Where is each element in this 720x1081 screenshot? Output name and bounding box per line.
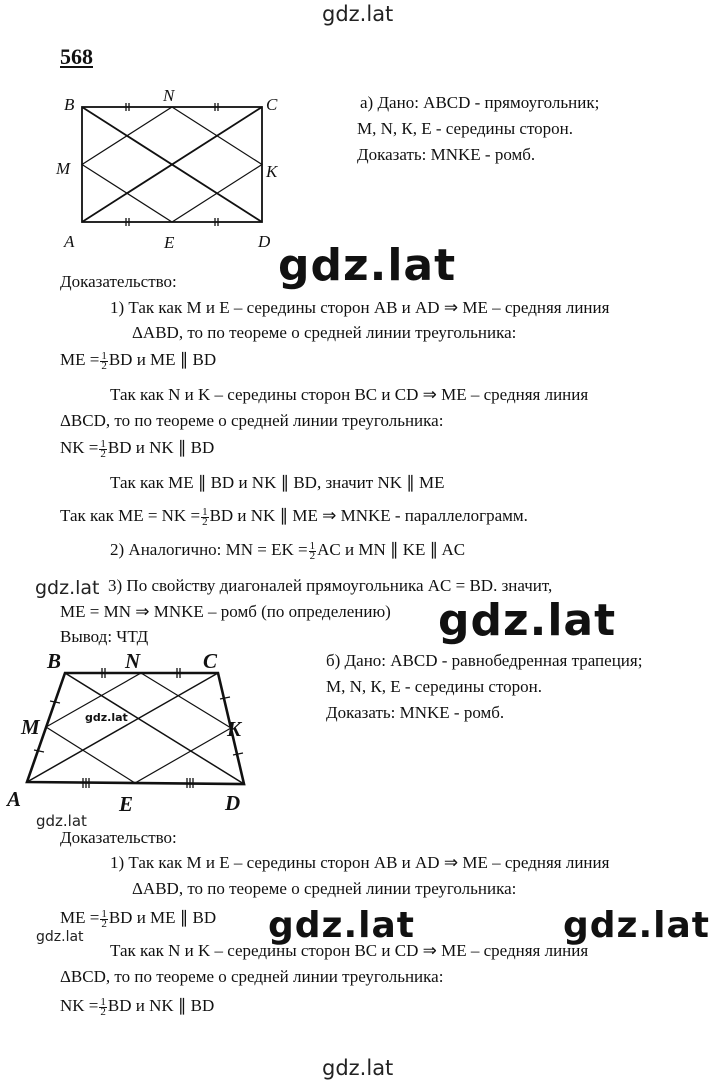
proof-a-step1b: ΔABD, то по теореме о средней линии треугольника: <box>132 323 517 342</box>
watermark-large-3: gdz.lat <box>268 905 416 946</box>
proof-a-step2b: ΔBCD, то по теореме о средней линии треугольника: <box>60 411 444 430</box>
proof-b-step1a: 1) Так как M и E – середины сторон AB и AD ⇒ ME – средняя линия <box>110 853 610 872</box>
label-c: C <box>266 95 278 114</box>
proof-a-step1a: 1) Так как M и E – середины сторон AB и AD ⇒ ME – средняя линия <box>110 298 610 317</box>
given-b-line2: M, N, К, Е - середины сторон. <box>326 677 543 696</box>
proof-a-step5b: ME = MN ⇒ MNKE – ромб (по определению) <box>60 602 391 621</box>
figure-watermark: gdz.lat <box>85 711 128 724</box>
fraction-half: $\frac{1}{2}$ <box>202 505 208 528</box>
watermark-large-1: gdz.lat <box>278 240 457 291</box>
label-b: B <box>47 649 62 673</box>
label-k: K <box>227 717 242 741</box>
proof-a-formula2: NK = $\frac{1}{2}$ BD и NK ∥ BD <box>60 437 215 460</box>
fraction-half: $\frac{1}{2}$ <box>309 539 316 562</box>
label-b: B <box>64 95 75 114</box>
proof-a-heading: Доказательство: <box>60 272 177 291</box>
proof-a-formula3: Так как ME = NK = $\frac{1}{2}$ BD и NK ∥ ME ⇒ MNKE - параллелограмм. <box>60 505 528 528</box>
proof-b-heading: Доказательство: <box>60 828 177 847</box>
figure-rectangle <box>50 84 290 254</box>
proof-a-step5a: 3) По свойству диагоналей прямоугольника AC = BD. значит, <box>108 576 553 595</box>
label-e: E <box>164 233 175 252</box>
label-k: K <box>266 162 278 181</box>
label-a: A <box>7 787 22 811</box>
watermark-bottom: gdz.lat <box>322 1056 394 1080</box>
proof-a-step3: Так как ME ∥ BD и NK ∥ BD, значит NK ∥ ME <box>110 473 445 492</box>
given-a-line2: M, N, К, Е - середины сторон. <box>357 119 574 138</box>
proof-b-step2a: Так как N и K – середины сторон BC и CD ⇒ ME – средняя линия <box>110 941 589 960</box>
figure-trapezoid <box>5 646 270 826</box>
watermark-small-2: gdz.lat <box>36 929 84 945</box>
watermark-large-4: gdz.lat <box>563 905 711 946</box>
label-e: E <box>119 792 134 816</box>
fraction-half: $\frac{1}{2}$ <box>100 995 106 1018</box>
label-m: M <box>56 159 71 178</box>
given-a-line1: а) Дано: ABCD - прямоугольник; <box>360 93 600 112</box>
proof-b-step1b: ΔABD, то по теореме о средней линии треугольника: <box>132 879 517 898</box>
proof-b-formula1: ME = $\frac{1}{2}$ BD и ME ∥ BD <box>60 907 217 930</box>
fraction-half: $\frac{1}{2}$ <box>101 907 107 930</box>
proof-a-step2a: Так как N и K – середины сторон BC и CD ⇒ ME – средняя линия <box>110 385 589 404</box>
proof-b-step2b: ΔBCD, то по теореме о средней линии треугольника: <box>60 967 444 986</box>
label-n: N <box>163 86 175 105</box>
watermark-top: gdz.lat <box>322 2 394 26</box>
watermark-large-2: gdz.lat <box>438 595 617 646</box>
conclusion-a: Вывод: ЧТД <box>60 627 149 646</box>
proof-b-formula2: NK = $\frac{1}{2}$ BD и NK ∥ BD <box>60 995 215 1018</box>
label-m: M <box>21 715 40 739</box>
label-c: C <box>203 649 218 673</box>
watermark-small-left: gdz.lat <box>35 577 100 599</box>
label-d: D <box>225 791 241 815</box>
label-d: D <box>258 232 271 251</box>
proof-a-step4: 2) Аналогично: MN = EK = $\frac{1}{2}$ AC и MN ∥ KE ∥ AC <box>110 539 466 562</box>
problem-number: 568 <box>60 44 93 69</box>
watermark-small-1: gdz.lat <box>36 812 87 830</box>
label-a: A <box>64 232 75 251</box>
proof-a-formula1: ME = $\frac{1}{2}$ BD и ME ∥ BD <box>60 349 217 372</box>
fraction-half: $\frac{1}{2}$ <box>100 437 106 460</box>
fraction-half: $\frac{1}{2}$ <box>101 349 107 372</box>
prove-a: Доказать: MNKE - ромб. <box>357 145 536 164</box>
prove-b: Доказать: MNKE - ромб. <box>326 703 505 722</box>
given-b-line1: б) Дано: ABCD - равнобедренная трапеция; <box>326 651 643 670</box>
label-n: N <box>125 649 141 673</box>
